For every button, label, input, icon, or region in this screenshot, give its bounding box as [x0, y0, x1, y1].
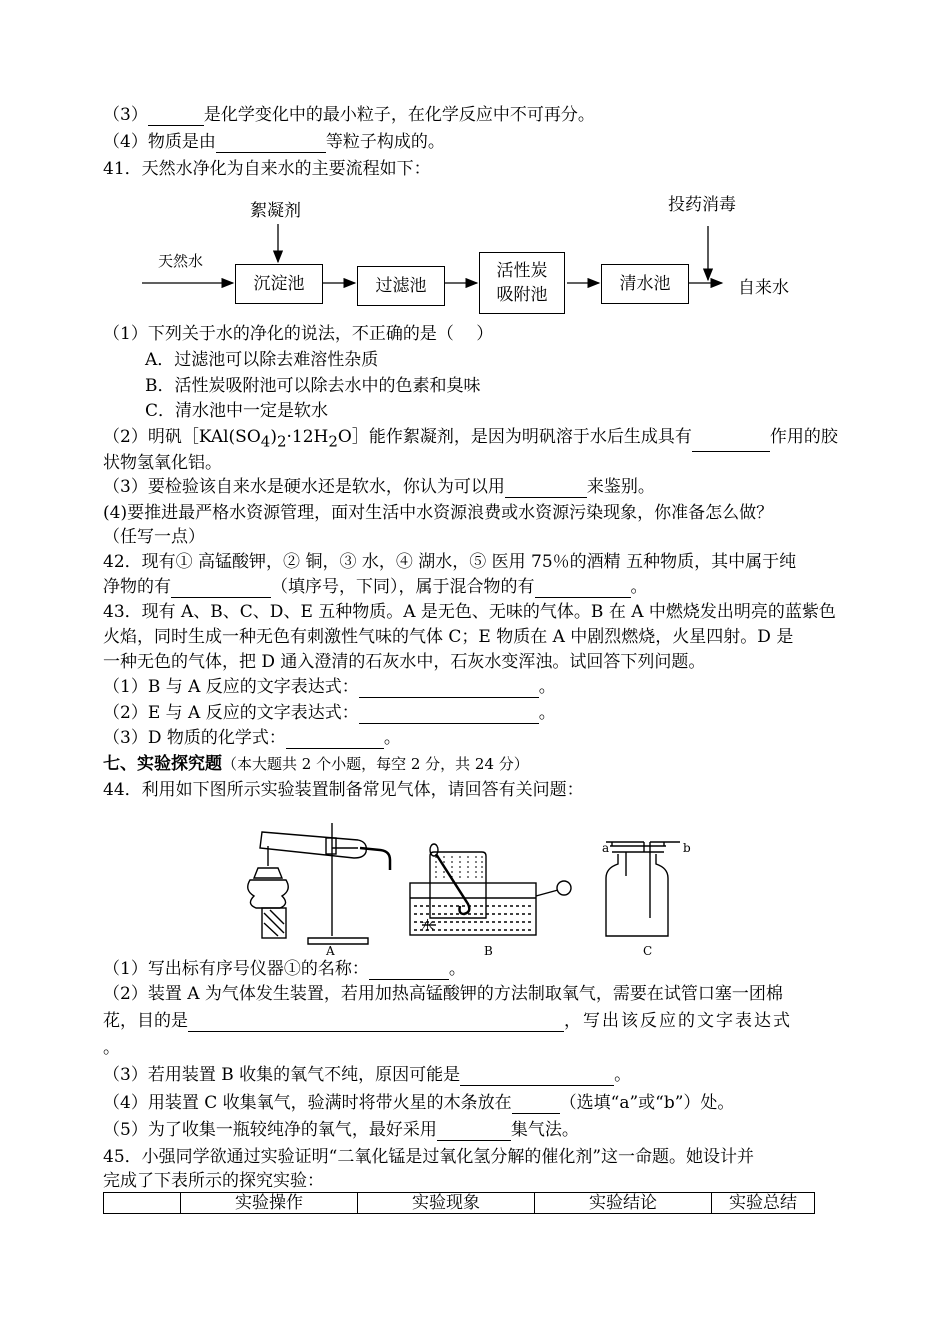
flow-box-filter: 过滤池	[357, 266, 445, 306]
q41-4: (4)要推进最严格水资源管理，面对生活中水资源浪费或水资源污染现象，你准备怎么做？	[103, 503, 774, 523]
flow-box-sedimentation: 沉淀池	[235, 264, 323, 304]
table-header-cell: 实验结论	[535, 1193, 712, 1214]
experiment-table	[103, 1192, 815, 1214]
label-A: A	[326, 944, 335, 958]
apparatus-figure	[240, 818, 700, 963]
flow-output-label: 自来水	[738, 278, 789, 298]
label-C: C	[643, 944, 653, 958]
q44-5: （5）为了收集一瓶较纯净的氧气，最好采用 集气法。	[103, 1120, 579, 1140]
q43-2: （2）E 与 A 反应的文字表达式： 。	[103, 703, 556, 723]
q41-option-B: B．活性炭吸附池可以除去水中的色素和臭味	[145, 376, 481, 396]
blank[interactable]	[188, 1014, 564, 1032]
blank[interactable]	[460, 1068, 614, 1086]
q41-option-A: A．过滤池可以除去难溶性杂质	[145, 350, 379, 370]
blank[interactable]	[171, 580, 271, 598]
q43-3: （3）D 物质的化学式： 。	[103, 728, 401, 748]
q41-4-note: （任写一点）	[103, 527, 205, 547]
q44-2b: 花，目的是 ，写出该反应的文字表达式	[103, 1011, 792, 1031]
blank[interactable]	[512, 1096, 560, 1114]
section-7-title: 七、实验探究题（本大题共 2 个小题，每空 2 分，共 24 分）	[103, 754, 529, 774]
flow-box-carbon: 活性炭 吸附池	[479, 252, 565, 314]
table-header-cell	[104, 1193, 181, 1214]
q44-1: （1）写出标有序号仪器①的名称： 。	[103, 959, 466, 979]
table-header-cell: 实验总结	[712, 1193, 815, 1214]
q45-a: 45．小强同学欲通过实验证明“二氧化锰是过氧化氢分解的催化剂”这一命题。她设计并	[103, 1147, 755, 1167]
flow-box-clearwater: 清水池	[601, 264, 689, 304]
q43-1: （1）B 与 A 反应的文字表达式： 。	[103, 677, 556, 697]
label-B: B	[484, 944, 493, 958]
flow-arrows	[0, 0, 950, 340]
q45-b: 完成了下表所示的探究实验：	[103, 1171, 324, 1191]
q42-a: 42．现有① 高锰酸钾，② 铜，③ 水，④ 湖水，⑤ 医用 75％的酒精 五种物质，其中属于纯	[103, 552, 797, 572]
q44-2c: 。	[103, 1038, 120, 1058]
table-header-row	[104, 1193, 815, 1214]
label-a: a	[602, 841, 610, 855]
q43-c: 一种无色的气体，把 D 通入澄清的石灰水中，石灰水变浑浊。试回答下列问题。	[103, 652, 706, 672]
blank[interactable]	[437, 1123, 511, 1141]
blank[interactable]	[286, 731, 384, 749]
q41-option-C: C．清水池中一定是软水	[145, 401, 329, 421]
table-header-cell: 实验操作	[181, 1193, 358, 1214]
q43-a: 43．现有 A、B、C、D、E 五种物质。A 是无色、无味的气体。B 在 A 中燃烧发出明亮的蓝紫色	[103, 602, 836, 622]
q44-3: （3）若用装置 B 收集的氧气不纯，原因可能是 。	[103, 1065, 632, 1085]
q41-title: 41．天然水净化为自来水的主要流程如下：	[103, 159, 431, 179]
table-header-cell: 实验现象	[358, 1193, 535, 1214]
flow-disinfect-label: 投药消毒	[668, 195, 736, 215]
q40-4: （4）物质是由 等粒子构成的。	[103, 132, 445, 152]
q41-2: （2）明矾$[KAl(SO_4)_2\cdot 12H_2O]$能作絮凝剂，是因为明矾溶于水后生成具有 作用的胶	[103, 427, 838, 451]
blank[interactable]	[359, 706, 539, 724]
q41-3: （3）要检验该自来水是硬水还是软水，你认为可以用 来鉴别。	[103, 477, 655, 497]
q44-title: 44．利用如下图所示实验装置制备常见气体，请回答有关问题：	[103, 780, 584, 800]
q43-b: 火焰，同时生成一种无色有刺激性气味的气体 C；E 物质在 A 中剧烈燃烧，火星四射。D 是	[103, 627, 794, 647]
q42-b: 净物的有 （填序号，下同），属于混合物的有 。	[103, 577, 648, 597]
blank[interactable]	[692, 434, 770, 452]
label-water: 水	[421, 919, 435, 934]
flow-coagulant-label: 絮凝剂	[250, 201, 301, 221]
q40-3: （3） 是化学变化中的最小粒子，在化学反应中不可再分。	[103, 105, 595, 125]
q41-1: （1）下列关于水的净化的说法，不正确的是（ ）	[103, 324, 494, 344]
label-b: b	[683, 841, 691, 855]
flow-input-label: 天然水	[158, 252, 204, 270]
q41-2-cont: 状物氢氧化铝。	[103, 453, 222, 473]
q44-4: （4）用装置 C 收集氧气，验满时将带火星的木条放在 （选填“a”或“b”）处。	[103, 1093, 735, 1113]
q44-2a: （2）装置 A 为气体发生装置，若用加热高锰酸钾的方法制取氧气，需要在试管口塞一团棉	[103, 984, 783, 1004]
blank[interactable]	[359, 680, 539, 698]
blank[interactable]	[369, 962, 449, 980]
blank[interactable]	[505, 480, 587, 498]
blank[interactable]	[535, 580, 631, 598]
